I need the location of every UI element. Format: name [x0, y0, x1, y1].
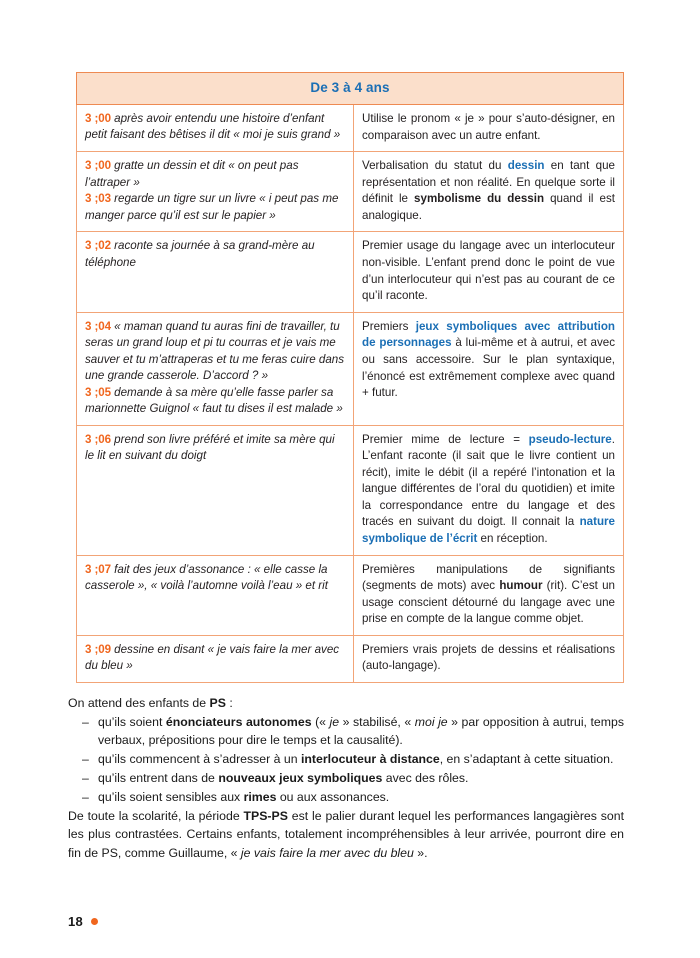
table-row — [77, 312, 624, 425]
list-item — [68, 788, 624, 806]
table-body — [77, 105, 624, 683]
observation-cell — [77, 105, 354, 152]
observation-entry: 3 ;07 fait des jeux d’assonance : « elle casse la casserole », « voilà l’automne voilà l’eau » et rit — [85, 562, 328, 592]
observation-cell — [77, 425, 354, 555]
table-row — [77, 105, 624, 152]
age-marker: 3 ;05 — [85, 385, 111, 399]
expectations-list — [68, 713, 624, 806]
age-marker: 3 ;04 — [85, 319, 111, 333]
interpretation-cell — [354, 555, 624, 635]
observation-cell — [77, 555, 354, 635]
interpretation-text: Verbalisation du statut du dessin en tant que représentation et non réalité. En quelque sorte il définit le symbolisme du dessin quand il est analogique. — [362, 159, 615, 222]
age-marker: 3 ;00 — [85, 159, 111, 173]
observation-entry: 3 ;05 demande à sa mère qu’elle fasse parler sa marionnette Guignol « faut tu dises il est malade » — [85, 385, 343, 416]
body-text-block — [68, 694, 624, 862]
observation-entry: 3 ;09 dessine en disant « je vais faire la mer avec du bleu » — [85, 642, 340, 673]
interpretation-text: Premier mime de lecture = pseudo-lecture. L’enfant raconte (il sait que le livre contient un récit), imite le débit (il a repéré l’intonation et la langue différentes de l’oral du quotidien) et imite la correspondance entre du langage et des tracés en suivant du doigt. Il connait la nature symbolique de l’écrit en réception. — [362, 432, 615, 545]
observation-entry: 3 ;02 raconte sa journée à sa grand-mère au téléphone — [85, 239, 315, 269]
table-header-row — [77, 73, 624, 105]
list-item-text: qu’ils entrent dans de nouveaux jeux symboliques avec des rôles. — [98, 771, 469, 786]
table-title: De 3 à 4 ans — [310, 80, 390, 95]
age-marker: 3 ;02 — [85, 239, 111, 253]
table-row — [77, 425, 624, 555]
list-item-text: qu’ils commencent à s’adresser à un interlocuteur à distance, en s’adaptant à cette situation. — [98, 752, 614, 767]
observation-entry: 3 ;03 regarde un tigre sur un livre « i peut pas me manger parce qu’il est sur le papier » — [85, 192, 339, 222]
age-marker: 3 ;06 — [85, 432, 111, 446]
table-row — [77, 555, 624, 635]
bullet-dash-icon: – — [82, 771, 89, 786]
age-marker: 3 ;03 — [85, 192, 111, 206]
table-row — [77, 232, 624, 312]
list-item-text: qu’ils soient sensibles aux rimes ou aux assonances. — [98, 790, 390, 805]
list-item-text: qu’ils soient énonciateurs autonomes (« je » stabilisé, « moi je » par opposition à autrui, temps verbaux, prépositions pour dire le temps et la causalité). — [98, 715, 624, 748]
table-row — [77, 635, 624, 682]
interpretation-text: Premiers vrais projets de dessins et réalisations (auto-langage). — [362, 642, 615, 673]
age-marker: 3 ;00 — [85, 112, 111, 125]
observation-entry: 3 ;04 « maman quand tu auras fini de travailler, tu seras un grand loup et pi tu courras et je vais me sauver et tu m’attraperas et tu me feras cuire dans une grande casserole. D’accord ? » — [85, 319, 345, 383]
table-title-cell — [77, 73, 624, 105]
bullet-dash-icon: – — [82, 752, 89, 767]
observation-entry: 3 ;00 après avoir entendu une histoire d’enfant petit faisant des bêtises il dit « moi je suis grand » — [85, 112, 341, 142]
interpretation-text: Utilise le pronom « je » pour s’auto-désigner, en comparaison avec un autre enfant. — [362, 112, 615, 142]
page-number: 18 — [68, 914, 84, 929]
interpretation-text: Premier usage du langage avec un interlocuteur non-visible. L’enfant prend donc le point de vue d’un interlocuteur qui n’est pas au courant de ce qu’il raconte. — [362, 239, 615, 303]
observation-entry: 3 ;06 prend son livre préféré et imite sa mère qui le lit en suivant du doigt — [85, 432, 335, 462]
observation-cell — [77, 152, 354, 232]
interpretation-cell — [354, 105, 624, 152]
interpretation-text: Premiers jeux symboliques avec attribution de personnages à lui-même et à autrui, et avec ou sans accessoire. Sur le plan syntaxique, l’énoncé est extrêmement complexe avec quand + futur. — [362, 319, 615, 400]
interpretation-cell — [354, 312, 624, 425]
interpretation-cell — [354, 152, 624, 232]
observation-cell — [77, 635, 354, 682]
bullet-dash-icon: – — [82, 715, 89, 730]
age-marker: 3 ;09 — [85, 642, 111, 656]
list-item — [68, 713, 624, 749]
developmental-milestones-table — [76, 72, 624, 683]
lead-paragraph: On attend des enfants de PS : — [68, 696, 233, 710]
table-header — [77, 73, 624, 105]
observation-entry: 3 ;00 gratte un dessin et dit « on peut pas l’attraper » — [85, 159, 299, 189]
observation-cell — [77, 312, 354, 425]
page-footer — [68, 914, 98, 929]
age-marker: 3 ;07 — [85, 562, 111, 576]
list-item — [68, 769, 624, 787]
bullet-dash-icon: – — [82, 790, 89, 805]
table-row — [77, 152, 624, 232]
list-item — [68, 750, 624, 768]
closing-paragraph: De toute la scolarité, la période TPS-PS est le palier durant lequel les performances langagières sont les plus contrastées. Certains enfants, totalement incompréhensibles à leur arrivée, pourront dire en fin de PS, comme Guillaume, « je vais faire la mer avec du bleu ». — [68, 809, 624, 860]
interpretation-cell — [354, 425, 624, 555]
interpretation-cell — [354, 232, 624, 312]
interpretation-text: Premières manipulations de signifiants (segments de mots) avec humour (rit). C’est un usage conscient détourné du langage avec une prise en compte de la langue comme objet. — [362, 562, 615, 626]
interpretation-cell — [354, 635, 624, 682]
observation-cell — [77, 232, 354, 312]
footer-dot-icon — [91, 918, 98, 925]
